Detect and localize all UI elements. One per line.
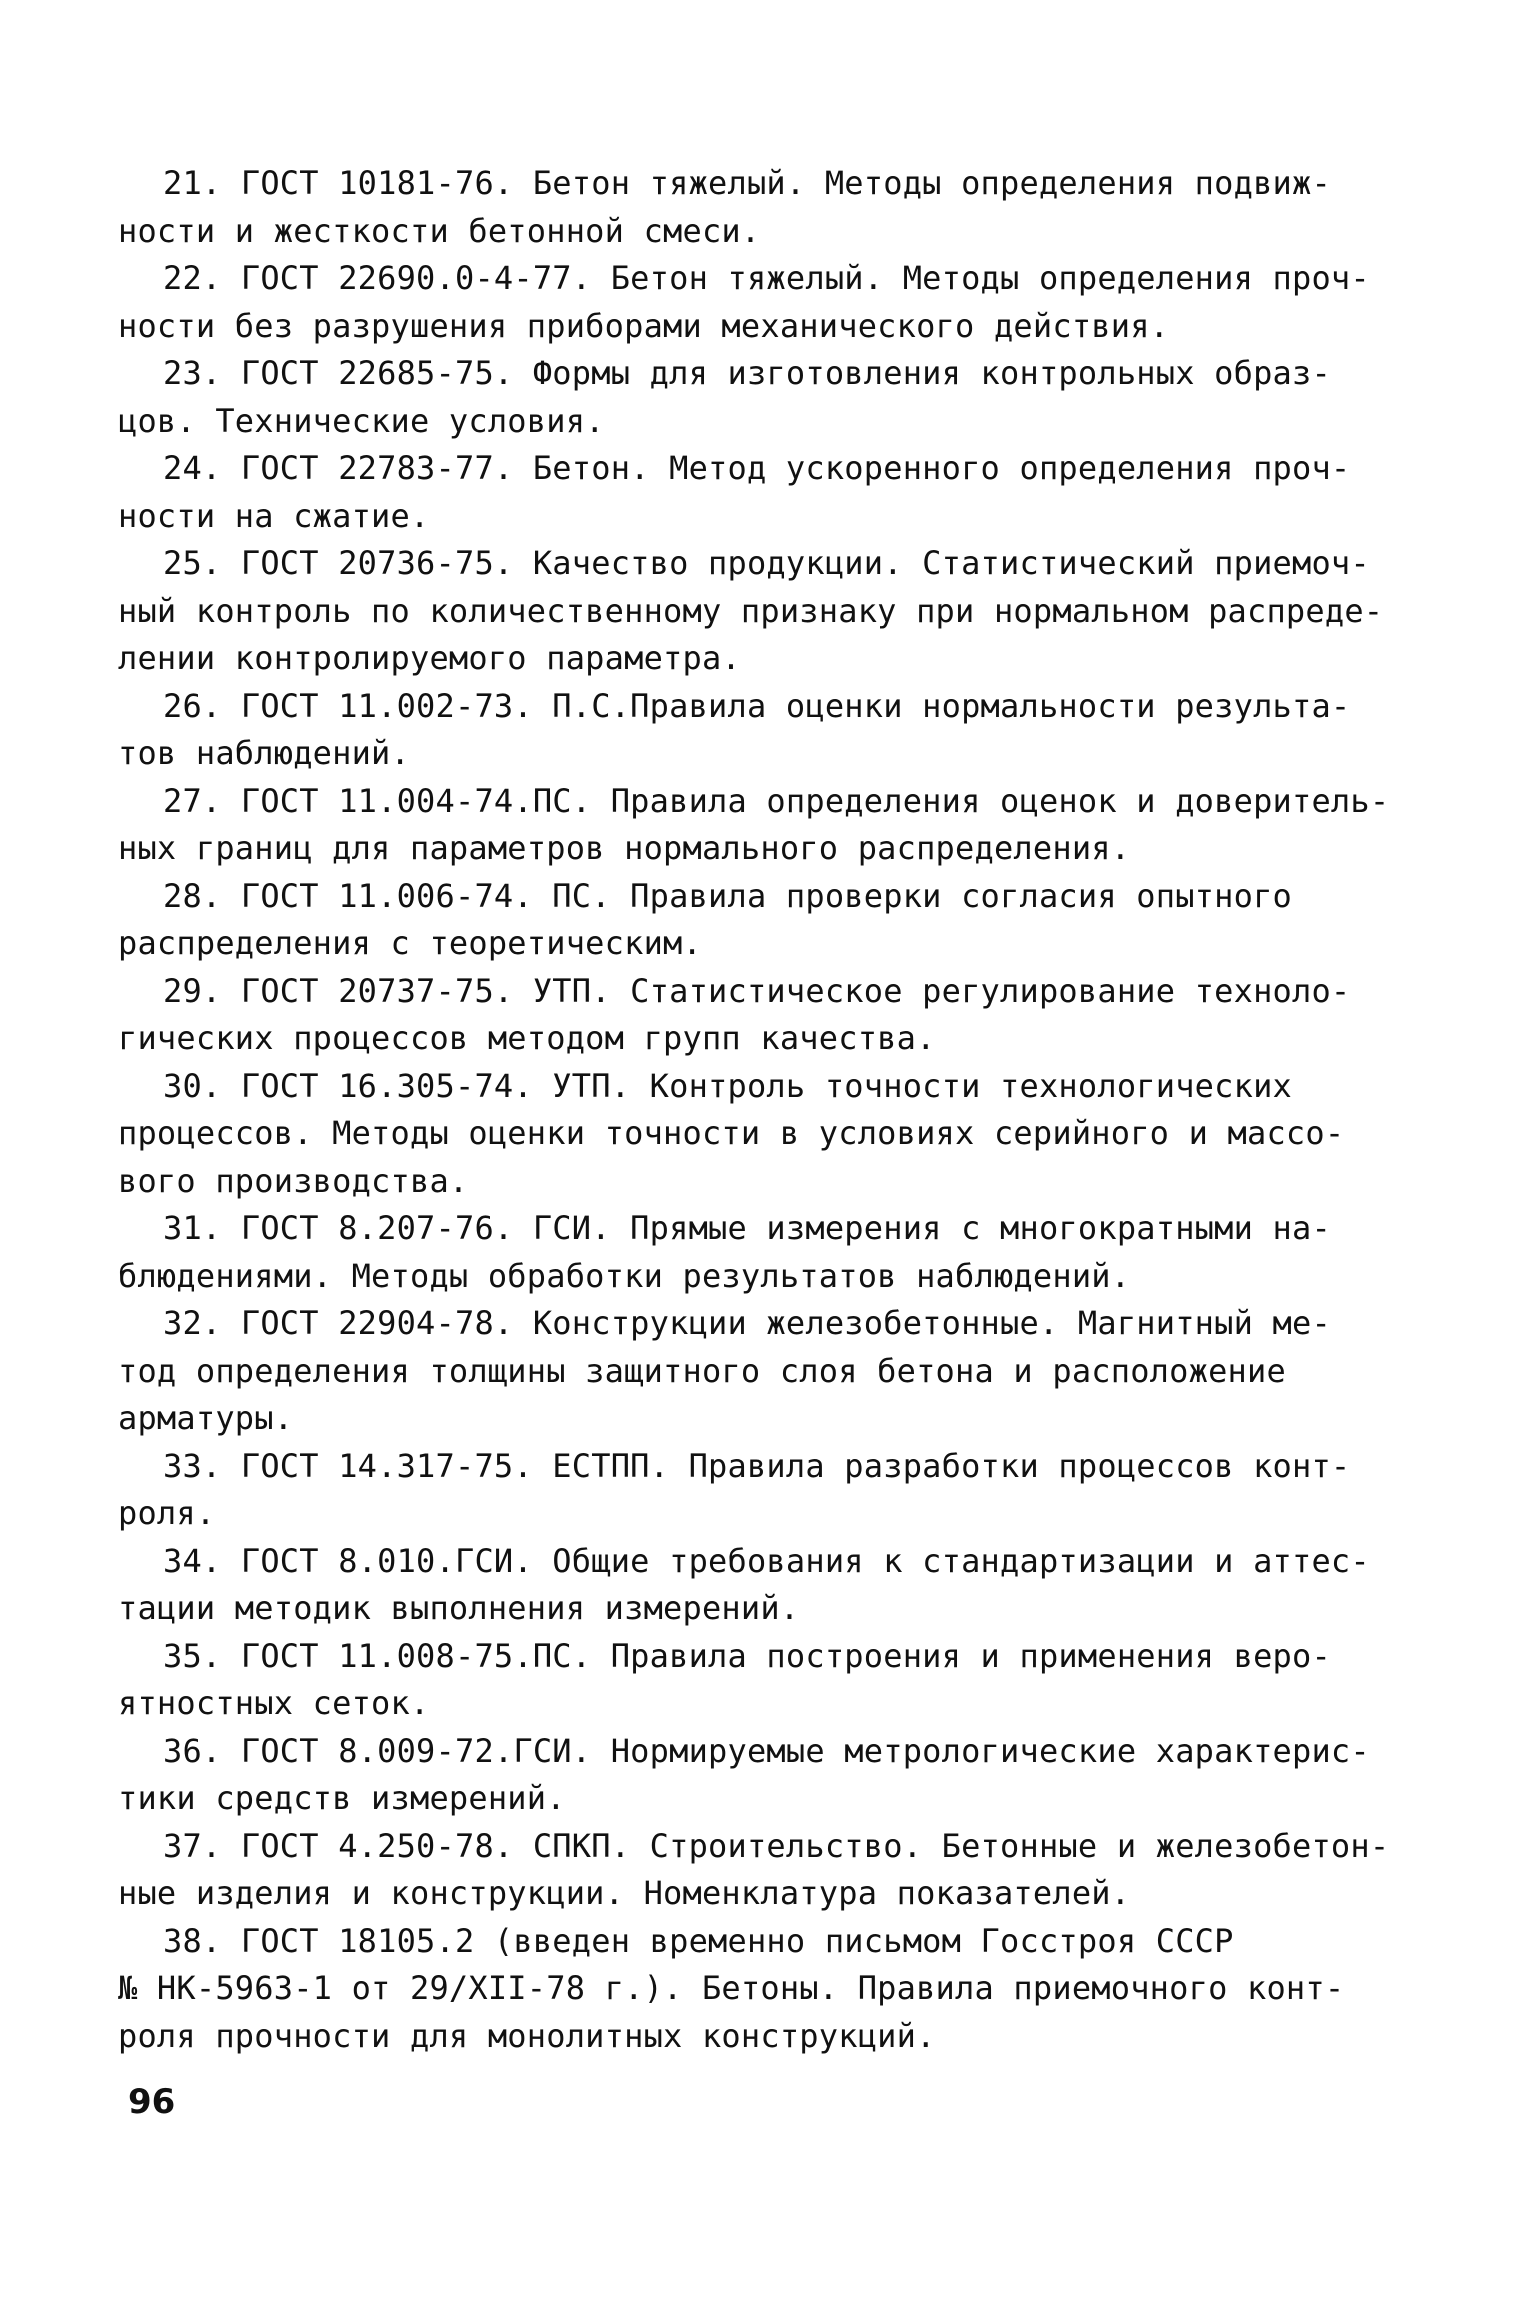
reference-item [118, 160, 1418, 255]
reference-item [118, 1063, 1418, 1206]
reference-item [118, 1205, 1418, 1300]
reference-line-first: 21. ГОСТ 10181-76. Бетон тяжелый. Методы определения подвиж- [163, 164, 1331, 202]
reference-item [118, 1538, 1418, 1633]
reference-line-continuation: вого производства. [118, 1161, 469, 1200]
reference-item [118, 1443, 1418, 1538]
reference-line-first: 33. ГОСТ 14.317-75. ЕСТПП. Правила разработки процессов конт- [163, 1446, 1351, 1485]
reference-line-continuation: процессов. Методы оценки точности в условиях серийного и массо- [118, 1114, 1345, 1152]
reference-item [118, 540, 1418, 683]
reference-item [118, 683, 1418, 778]
reference-line-continuation: роля прочности для монолитных конструкций. [118, 2016, 936, 2055]
reference-line-continuation: роля. [118, 1494, 216, 1532]
reference-line-continuation: гических процессов методом групп качества. [118, 1019, 936, 1057]
reference-line-first: 23. ГОСТ 22685-75. Формы для изготовления контрольных образ- [163, 354, 1331, 392]
page-number: 96 [128, 2082, 176, 2122]
reference-line-first: 29. ГОСТ 20737-75. УТП. Статистическое регулирование техноло- [163, 971, 1351, 1010]
reference-item [118, 1918, 1418, 2061]
reference-item [118, 1823, 1418, 1918]
reference-line-continuation: арматуры. [118, 1399, 294, 1437]
reference-line-continuation: цов. Технические условия. [118, 401, 605, 440]
reference-line-continuation: ятностных сеток. [118, 1684, 430, 1722]
reference-line-continuation: ности на сжатие. [118, 496, 430, 535]
reference-line-continuation: ности без разрушения приборами механического действия. [118, 306, 1170, 345]
reference-line-continuation: ных границ для параметров нормального распределения. [118, 829, 1131, 867]
reference-item [118, 968, 1418, 1063]
reference-line-first: 24. ГОСТ 22783-77. Бетон. Метод ускоренного определения проч- [163, 449, 1351, 487]
reference-line-first: 36. ГОСТ 8.009-72.ГСИ. Нормируемые метрологические характерис- [163, 1731, 1370, 1770]
reference-line-first: 38. ГОСТ 18105.2 (введен временно письмом Госстроя СССР [163, 1921, 1234, 1960]
reference-line-continuation: блюдениями. Методы обработки результатов наблюдений. [118, 1256, 1131, 1295]
reference-line-continuation: № НК-5963-1 от 29/XII-78 г.). Бетоны. Правила приемочного конт- [118, 1969, 1345, 2007]
reference-line-first: 31. ГОСТ 8.207-76. ГСИ. Прямые измерения с многократными на- [163, 1209, 1331, 1247]
reference-line-continuation: тики средств измерений. [118, 1779, 566, 1817]
reference-line-continuation: ности и жесткости бетонной смеси. [118, 211, 761, 250]
reference-item [118, 1728, 1418, 1823]
reference-item [118, 873, 1418, 968]
reference-line-first: 34. ГОСТ 8.010.ГСИ. Общие требования к стандартизации и аттес- [163, 1541, 1370, 1580]
reference-line-first: 26. ГОСТ 11.002-73. П.С.Правила оценки нормальности результа- [163, 686, 1351, 725]
reference-item [118, 255, 1418, 350]
reference-item [118, 445, 1418, 540]
reference-line-continuation: распределения с теоретическим. [118, 924, 702, 962]
reference-line-first: 37. ГОСТ 4.250-78. СПКП. Строительство. Бетонные и железобетон- [163, 1826, 1390, 1865]
reference-line-first: 30. ГОСТ 16.305-74. УТП. Контроль точности технологических [163, 1066, 1293, 1105]
reference-line-continuation: лении контролируемого параметра. [118, 639, 741, 677]
reference-line-continuation: тов наблюдений. [118, 734, 410, 772]
reference-line-first: 28. ГОСТ 11.006-74. ПС. Правила проверки согласия опытного [163, 876, 1293, 915]
reference-line-first: 32. ГОСТ 22904-78. Конструкции железобетонные. Магнитный ме- [163, 1304, 1331, 1342]
reference-item [118, 350, 1418, 445]
reference-line-continuation: тации методик выполнения измерений. [118, 1589, 800, 1627]
reference-line-first: 35. ГОСТ 11.008-75.ПС. Правила построения и применения веро- [163, 1636, 1331, 1675]
reference-line-continuation: тод определения толщины защитного слоя бетона и расположение [118, 1351, 1286, 1390]
reference-line-first: 22. ГОСТ 22690.0-4-77. Бетон тяжелый. Методы определения проч- [163, 259, 1370, 297]
reference-line-continuation: ный контроль по количественному признаку при нормальном распреде- [118, 591, 1384, 630]
reference-line-continuation: ные изделия и конструкции. Номенклатура показателей. [118, 1874, 1131, 1912]
reference-item [118, 1633, 1418, 1728]
reference-item [118, 778, 1418, 873]
reference-line-first: 25. ГОСТ 20736-75. Качество продукции. Статистический приемоч- [163, 544, 1370, 582]
reference-line-first: 27. ГОСТ 11.004-74.ПС. Правила определения оценок и доверитель- [163, 781, 1390, 820]
reference-item [118, 1300, 1418, 1443]
reference-list [118, 160, 1418, 2060]
